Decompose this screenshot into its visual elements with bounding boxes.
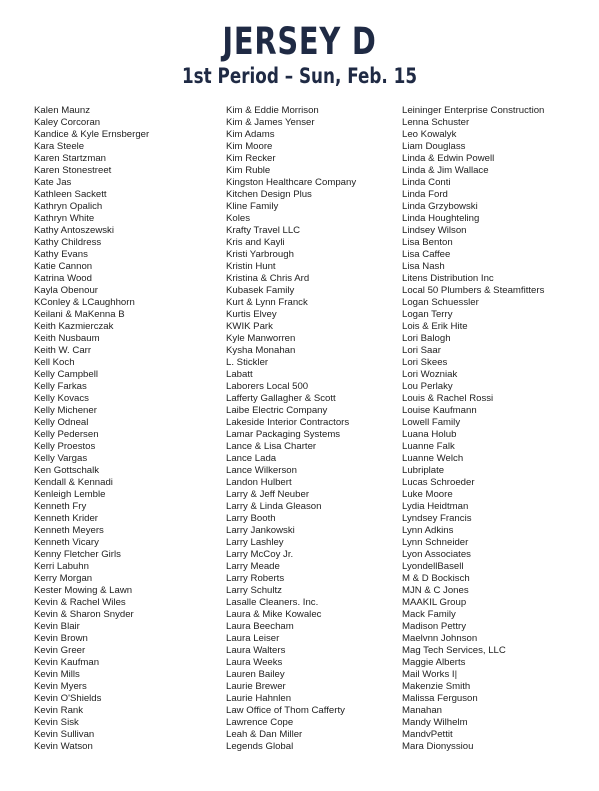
name-list-item: Lori Skees bbox=[402, 357, 448, 368]
name-list-item: Kurtis Elvey bbox=[226, 309, 277, 320]
name-list-item: Keith W. Carr bbox=[34, 345, 92, 356]
name-list-item: MandvPettit bbox=[402, 729, 453, 740]
name-list-item: Lisa Benton bbox=[402, 237, 453, 248]
name-list-item: Kevin & Sharon Snyder bbox=[34, 609, 134, 620]
page-subtitle: 1st Period – Sun, Feb. 15 bbox=[181, 64, 418, 88]
name-list-item: Legends Global bbox=[226, 741, 294, 752]
name-list-item: Kim & James Yenser bbox=[226, 117, 315, 128]
name-list-item: Lisa Nash bbox=[402, 261, 445, 272]
name-list-item: Linda Ford bbox=[402, 189, 448, 200]
name-list-item: Larry Jankowski bbox=[226, 525, 295, 536]
name-list-item: Kathy Childress bbox=[34, 237, 102, 248]
name-list-item: Kyle Manworren bbox=[226, 333, 296, 344]
name-list-item: Katrina Wood bbox=[34, 273, 92, 284]
name-list-item: Ken Gottschalk bbox=[34, 465, 100, 476]
name-list-item: Larry & Jeff Neuber bbox=[226, 489, 310, 500]
name-list-item: Kandice & Kyle Ernsberger bbox=[34, 129, 150, 140]
name-list-item: Kenny Fletcher Girls bbox=[34, 549, 121, 560]
name-column-3 bbox=[402, 105, 544, 753]
name-list-item: Lauren Bailey bbox=[226, 669, 285, 680]
name-list-item: Lori Wozniak bbox=[402, 369, 458, 380]
name-list-item: Lamar Packaging Systems bbox=[226, 429, 341, 440]
name-list-item: Kim Adams bbox=[226, 129, 275, 140]
name-list-item: Kitchen Design Plus bbox=[226, 189, 312, 200]
name-list-item: Lyndsey Francis bbox=[402, 513, 472, 524]
name-list-item: Kathy Antoszewski bbox=[34, 225, 114, 236]
name-list-item: Law Office of Thom Cafferty bbox=[226, 705, 345, 716]
name-list-item: Lance & Lisa Charter bbox=[226, 441, 317, 452]
name-list-item: Kendall & Kennadi bbox=[34, 477, 113, 488]
name-list-item: Kim & Eddie Morrison bbox=[226, 105, 319, 116]
name-list-item: Luanne Welch bbox=[402, 453, 464, 464]
name-list-item: Keith Kazmierczak bbox=[34, 321, 114, 332]
name-list-item: Local 50 Plumbers & Steamfitters bbox=[402, 285, 545, 296]
name-list-item: KConley & LCaughhorn bbox=[34, 297, 135, 308]
name-list-item: Larry Meade bbox=[226, 561, 280, 572]
name-list-item: Larry Roberts bbox=[226, 573, 285, 584]
name-list-item: Kerry Morgan bbox=[34, 573, 93, 584]
name-list-item: Larry Booth bbox=[226, 513, 276, 524]
name-list-item: M & D Bockisch bbox=[402, 573, 470, 584]
name-list-item: Mandy Wilhelm bbox=[402, 717, 468, 728]
name-list-item: Kalen Maunz bbox=[34, 105, 90, 116]
name-list-item: Lori Saar bbox=[402, 345, 441, 356]
name-list-item: Madison Pettry bbox=[402, 621, 466, 632]
name-list-item: Lydia Heidtman bbox=[402, 501, 469, 512]
name-list-item: Kathryn White bbox=[34, 213, 95, 224]
name-list-item: Laurie Brewer bbox=[226, 681, 286, 692]
name-list-item: Lenna Schuster bbox=[402, 117, 470, 128]
name-list-item: Karen Stonestreet bbox=[34, 165, 112, 176]
name-list-item: Lafferty Gallagher & Scott bbox=[226, 393, 336, 404]
name-list-item: Kathleen Sackett bbox=[34, 189, 107, 200]
name-list-item: Lynn Schneider bbox=[402, 537, 469, 548]
name-list-item: Kevin Sisk bbox=[34, 717, 79, 728]
name-list-item: Kevin Blair bbox=[34, 621, 80, 632]
name-list-item: Linda & Jim Wallace bbox=[402, 165, 489, 176]
name-list-item: Logan Schuessler bbox=[402, 297, 479, 308]
name-list-item: Kevin O'Shields bbox=[34, 693, 102, 704]
name-list-item: Larry & Linda Gleason bbox=[226, 501, 322, 512]
name-list-item: Kenneth Meyers bbox=[34, 525, 104, 536]
name-list-item: Kenneth Fry bbox=[34, 501, 87, 512]
name-list-item: Laibe Electric Company bbox=[226, 405, 328, 416]
name-list-item: L. Stickler bbox=[226, 357, 269, 368]
name-list-item: Larry McCoy Jr. bbox=[226, 549, 294, 560]
name-list-item: Kenleigh Lemble bbox=[34, 489, 106, 500]
name-list-item: Lasalle Cleaners. Inc. bbox=[226, 597, 319, 608]
name-list-item: Kevin Sullivan bbox=[34, 729, 95, 740]
name-list-item: Malissa Ferguson bbox=[402, 693, 478, 704]
name-list-item: Louise Kaufmann bbox=[402, 405, 477, 416]
name-list-item: Liam Douglass bbox=[402, 141, 466, 152]
name-list-item: Laura Weeks bbox=[226, 657, 283, 668]
name-list-item: Lawrence Cope bbox=[226, 717, 294, 728]
name-list-item: Labatt bbox=[226, 369, 253, 380]
name-list-item: Mail Works I| bbox=[402, 669, 458, 680]
name-list-item: Kelly Kovacs bbox=[34, 393, 89, 404]
name-list-item: Manahan bbox=[402, 705, 443, 716]
name-list-item: Koles bbox=[226, 213, 250, 224]
name-list-item: Kevin Kaufman bbox=[34, 657, 100, 668]
name-column-1 bbox=[34, 105, 149, 753]
name-list-item: Kate Jas bbox=[34, 177, 72, 188]
name-list-item: Lyon Associates bbox=[402, 549, 471, 560]
name-list-item: Mag Tech Services, LLC bbox=[402, 645, 506, 656]
name-list-item: Litens Distribution Inc bbox=[402, 273, 494, 284]
name-list-item: Mack Family bbox=[402, 609, 456, 620]
name-list-item: Kell Koch bbox=[34, 357, 75, 368]
name-list-item: Kara Steele bbox=[34, 141, 85, 152]
name-list-item: Logan Terry bbox=[402, 309, 453, 320]
name-list-item: Lucas Schroeder bbox=[402, 477, 475, 488]
name-list-item: Lois & Erik Hite bbox=[402, 321, 468, 332]
name-list-item: Kaley Corcoran bbox=[34, 117, 101, 128]
name-list-item: Kelly Campbell bbox=[34, 369, 98, 380]
name-list-item: Kevin Greer bbox=[34, 645, 86, 656]
name-list-item: Maelvnn Johnson bbox=[402, 633, 478, 644]
page-header bbox=[0, 22, 599, 88]
name-list-item: Kenneth Vicary bbox=[34, 537, 99, 548]
name-list-item: LyondellBasell bbox=[402, 561, 464, 572]
name-list-item: Kingston Healthcare Company bbox=[226, 177, 357, 188]
name-list-item: Kevin & Rachel Wiles bbox=[34, 597, 126, 608]
name-list-item: Kurt & Lynn Franck bbox=[226, 297, 308, 308]
name-list-item: Lance Wilkerson bbox=[226, 465, 297, 476]
name-list-item: Lubriplate bbox=[402, 465, 445, 476]
name-list-item: Makenzie Smith bbox=[402, 681, 471, 692]
name-list-item: Lynn Adkins bbox=[402, 525, 454, 536]
name-list-item: Kayla Obenour bbox=[34, 285, 98, 296]
name-list-item: MJN & C Jones bbox=[402, 585, 469, 596]
name-list-item: Kelly Proestos bbox=[34, 441, 96, 452]
name-list-item: Kelly Odneal bbox=[34, 417, 89, 428]
name-list-item: Kathy Evans bbox=[34, 249, 88, 260]
name-list-item: Kevin Watson bbox=[34, 741, 93, 752]
name-column-2 bbox=[226, 105, 356, 753]
name-list-item: Kevin Brown bbox=[34, 633, 88, 644]
name-list-item: Kline Family bbox=[226, 201, 279, 212]
name-list-item: Linda Conti bbox=[402, 177, 451, 188]
name-list-item: Kim Moore bbox=[226, 141, 273, 152]
name-list-item: Laura Leiser bbox=[226, 633, 280, 644]
name-list-item: Kester Mowing & Lawn bbox=[34, 585, 133, 596]
name-list-item: Kris and Kayli bbox=[226, 237, 285, 248]
name-list-item: Luanne Falk bbox=[402, 441, 455, 452]
name-list-item: Lou Perlaky bbox=[402, 381, 453, 392]
name-list-item: Landon Hulbert bbox=[226, 477, 292, 488]
name-list-item: Lisa Caffee bbox=[402, 249, 451, 260]
name-list-item: Kevin Rank bbox=[34, 705, 84, 716]
name-list-item: Linda Grzybowski bbox=[402, 201, 478, 212]
name-list-item: Laura & Mike Kowalec bbox=[226, 609, 322, 620]
name-list-item: Kim Ruble bbox=[226, 165, 271, 176]
name-list-item: Kim Recker bbox=[226, 153, 276, 164]
name-list-item: Leo Kowalyk bbox=[402, 129, 457, 140]
name-list-item: MAAKIL Group bbox=[402, 597, 467, 608]
name-list-item: Laurie Hahnlen bbox=[226, 693, 292, 704]
name-list-item: Kristin Hunt bbox=[226, 261, 276, 272]
name-list-item: Kerri Labuhn bbox=[34, 561, 89, 572]
name-list-item: Kathryn Opalich bbox=[34, 201, 103, 212]
name-list-item: Laura Walters bbox=[226, 645, 286, 656]
name-list-item: Keilani & MaKenna B bbox=[34, 309, 125, 320]
name-list-item: Leininger Enterprise Construction bbox=[402, 105, 545, 116]
name-list-item: Maggie Alberts bbox=[402, 657, 466, 668]
name-list-item: Larry Schultz bbox=[226, 585, 282, 596]
page-title: JERSEY D bbox=[222, 20, 377, 63]
name-list-item: Kristi Yarbrough bbox=[226, 249, 294, 260]
name-list-item: Lindsey Wilson bbox=[402, 225, 467, 236]
name-list-item: Lowell Family bbox=[402, 417, 461, 428]
name-list-item: Lakeside Interior Contractors bbox=[226, 417, 350, 428]
name-list-item: Luke Moore bbox=[402, 489, 453, 500]
name-list-item: Kubasek Family bbox=[226, 285, 295, 296]
name-list-item: Katie Cannon bbox=[34, 261, 93, 272]
name-list-item: KWIK Park bbox=[226, 321, 273, 332]
name-list-item: Mara Dionyssiou bbox=[402, 741, 474, 752]
name-list-item: Louis & Rachel Rossi bbox=[402, 393, 494, 404]
name-list-item: Laborers Local 500 bbox=[226, 381, 309, 392]
name-list-item: Leah & Dan Miller bbox=[226, 729, 303, 740]
name-list-item: Lori Balogh bbox=[402, 333, 451, 344]
name-list-item: Krafty Travel LLC bbox=[226, 225, 301, 236]
name-list-item: Karen Startzman bbox=[34, 153, 106, 164]
name-list-item: Kevin Myers bbox=[34, 681, 87, 692]
name-list-item: Kristina & Chris Ard bbox=[226, 273, 310, 284]
name-list-item: Kelly Farkas bbox=[34, 381, 87, 392]
name-list-item: Linda Houghteling bbox=[402, 213, 480, 224]
name-list-item: Kevin Mills bbox=[34, 669, 80, 680]
name-list-item: Laura Beecham bbox=[226, 621, 294, 632]
name-list-item: Kenneth Krider bbox=[34, 513, 98, 524]
name-list-item: Lance Lada bbox=[226, 453, 277, 464]
name-list-item: Kelly Vargas bbox=[34, 453, 88, 464]
name-list-item: Kelly Pedersen bbox=[34, 429, 99, 440]
name-list-item: Luana Holub bbox=[402, 429, 457, 440]
name-list-item: Kelly Michener bbox=[34, 405, 97, 416]
name-list-item: Keith Nusbaum bbox=[34, 333, 100, 344]
name-list-item: Larry Lashley bbox=[226, 537, 284, 548]
name-list-item: Kysha Monahan bbox=[226, 345, 296, 356]
name-list-item: Linda & Edwin Powell bbox=[402, 153, 495, 164]
